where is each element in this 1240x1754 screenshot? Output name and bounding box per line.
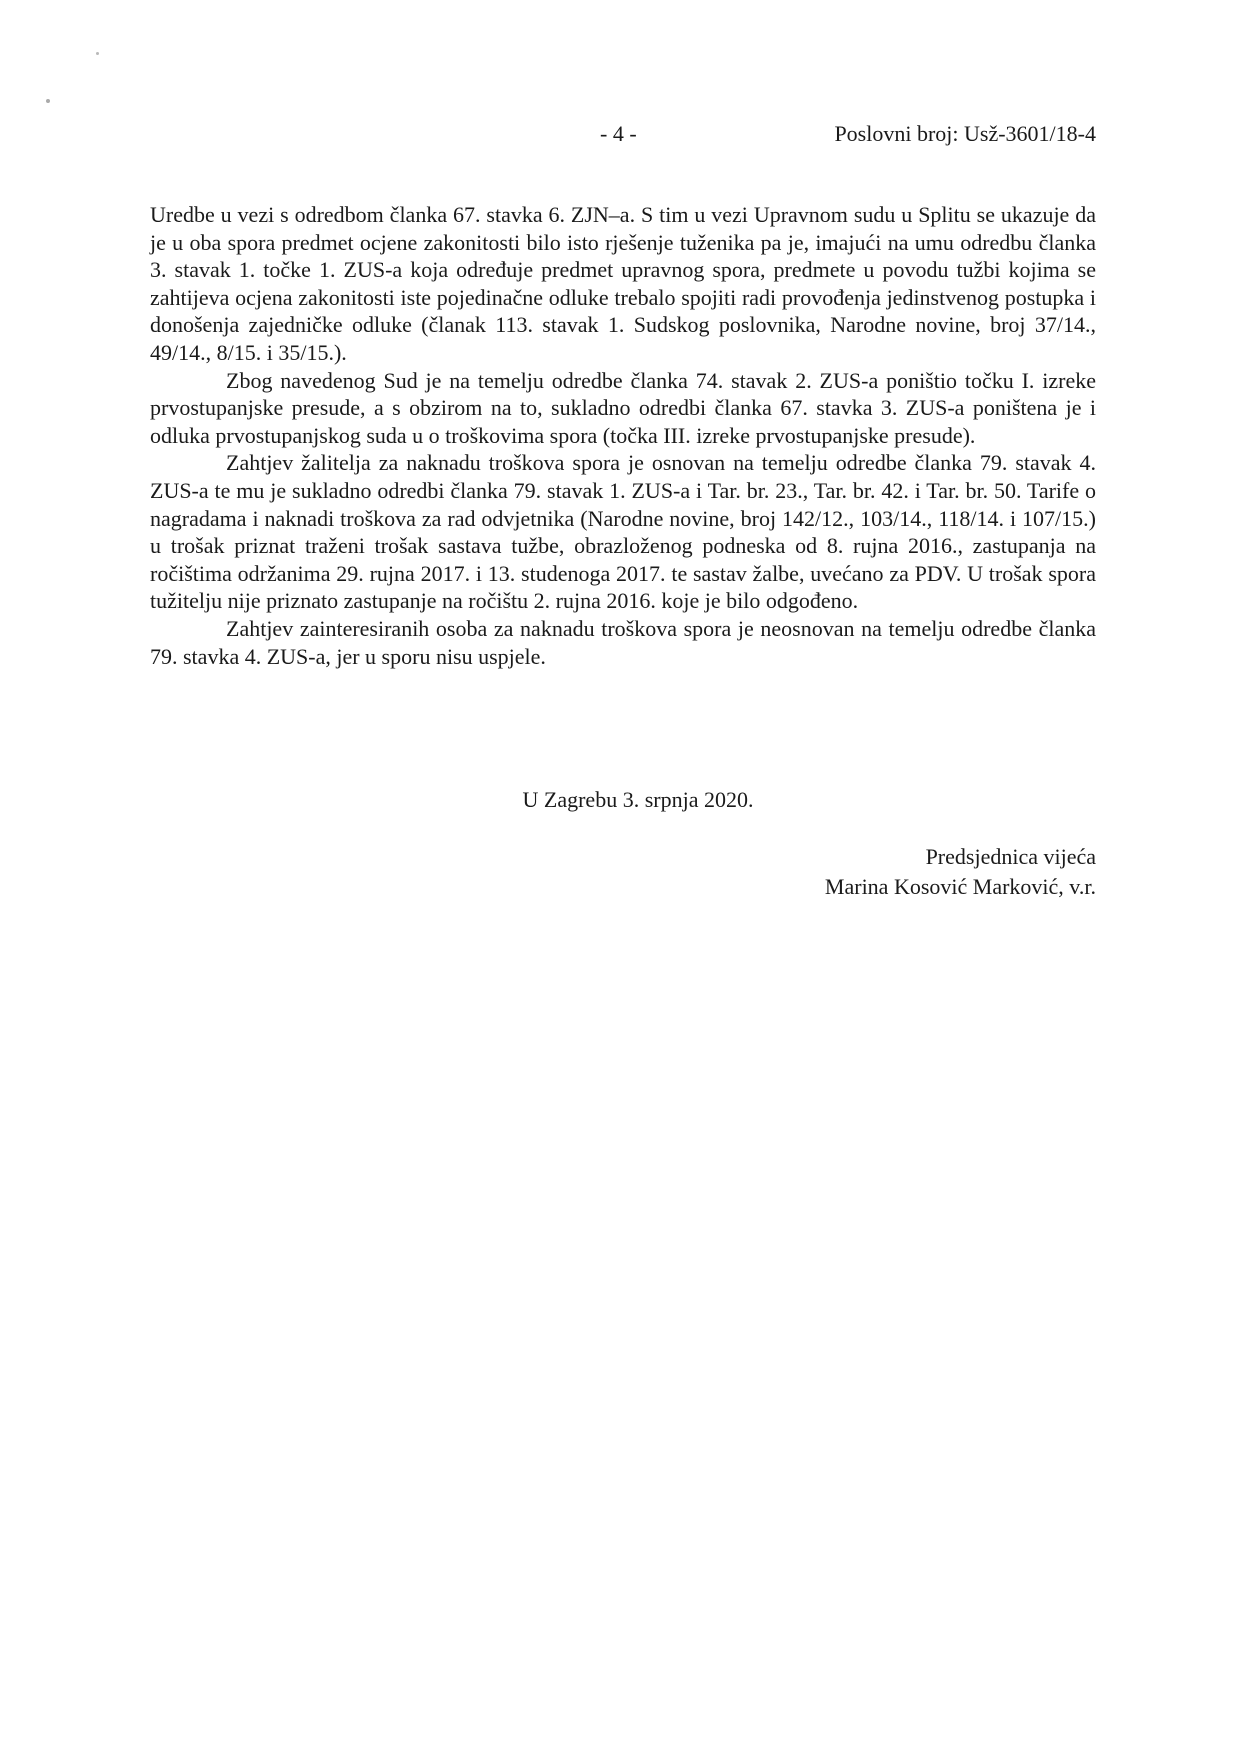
case-number: Poslovni broj: Usž-3601/18-4 bbox=[834, 121, 1096, 146]
place-and-date: U Zagrebu 3. srpnja 2020. bbox=[522, 787, 754, 812]
paragraph-continuation: Uredbe u vezi s odredbom članka 67. stavka 6. ZJN–a. S tim u vezi Upravnom sudu u Splitu se ukazuje da je u oba spora predmet ocjene zakonitosti bilo isto rješenje tuženika pa je, imajući na umu odredbu članka 3. stavak 1. točke 1. ZUS-a koja određuje predmet upravnog spora, predmete u povodu tužbi kojima se zahtijeva ocjena zakonitosti iste pojedinačne odluke trebalo spojiti radi provođenja jedinstvenog postupka i donošenja zajedničke odluke (članak 113. stavak 1. Sudskog poslovnika, Narodne novine, broj 37/14., 49/14., 8/15. i 35/15.). bbox=[150, 202, 1096, 365]
paragraph-costs-interested-parties: Zahtjev zainteresiranih osoba za naknadu troškova spora je neosnovan na temelju odredbe članka 79. stavka 4. ZUS-a, jer u sporu nisu uspjele. bbox=[150, 615, 1096, 669]
document-body bbox=[150, 201, 1096, 670]
page-header bbox=[150, 118, 1096, 150]
signatory-name: Marina Kosović Marković, v.r. bbox=[824, 874, 1096, 899]
paragraph-costs-appellant: Zahtjev žalitelja za naknadu troškova spora je osnovan na temelju odredbe članka 79. stavak 4. ZUS-a te mu je sukladno odredbi članka 79. stavak 1. ZUS-a i Tar. br. 23., Tar. br. 42. i Tar. br. 50. Tarife o nagradama i naknadi troškova za rad odvjetnika (Narodne novine, broj 142/12., 103/14., 118/14. i 107/15.) u trošak priznat traženi trošak sastava tužbe, obrazloženog podneska od 8. rujna 2016., zastupanja na ročištima održanima 29. rujna 2017. i 13. studenoga 2017. te sastav žalbe, uvećano za PDV. U trošak spora tužitelju nije priznato zastupanje na ročištu 2. rujna 2016. koje je bilo odgođeno. bbox=[150, 450, 1096, 614]
signatory-role: Predsjednica vijeća bbox=[925, 844, 1096, 869]
signature-block bbox=[825, 842, 1096, 902]
scan-speck bbox=[46, 99, 50, 103]
scan-speck bbox=[96, 52, 99, 55]
page-number: - 4 - bbox=[600, 121, 637, 146]
paragraph-annulment: Zbog navedenog Sud je na temelju odredbe članka 74. stavak 2. ZUS-a poništio točku I. izreke prvostupanjske presude, a s obzirom na to, sukladno odredbi članka 67. stavka 3. ZUS-a poništena je i odluka prvostupanjskog suda u o troškovima spora (točka III. izreke prvostupanjske presude). bbox=[150, 367, 1096, 448]
place-and-date-line bbox=[150, 786, 1096, 814]
